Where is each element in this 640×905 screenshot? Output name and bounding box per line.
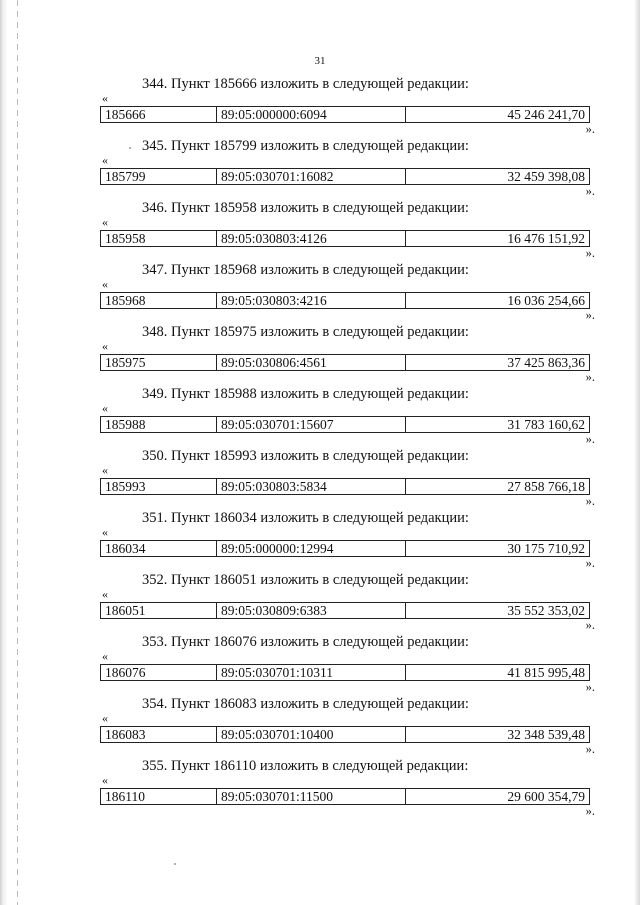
amendment-entry [0, 260, 640, 322]
closing-quote: ». [585, 556, 595, 570]
cadastral-number-cell: 89:05:000000:6094 [217, 107, 406, 122]
cadastral-number-cell: 89:05:030701:16082 [217, 169, 406, 184]
amendment-entry [0, 756, 640, 818]
cadastral-value-cell: 35 552 353,02 [507, 603, 585, 618]
cadastral-number-cell: 89:05:030803:4216 [217, 293, 406, 308]
opening-quote: « [102, 401, 108, 415]
opening-quote: « [102, 277, 108, 291]
entry-heading: 351. Пункт 186034 изложить в следующей редакции: [142, 510, 469, 526]
entry-heading: 355. Пункт 186110 изложить в следующей редакции: [142, 758, 469, 774]
entry-heading: 344. Пункт 185666 изложить в следующей редакции: [142, 76, 469, 92]
item-number-cell: 186051 [101, 603, 217, 618]
closing-quote: ». [585, 184, 595, 198]
closing-quote: ». [585, 370, 595, 384]
opening-quote: « [102, 463, 108, 477]
amendment-entry [0, 384, 640, 446]
table-row [100, 292, 590, 309]
cadastral-value-cell: 32 348 539,48 [507, 727, 585, 742]
cadastral-number-cell: 89:05:030701:11500 [217, 789, 406, 804]
opening-quote: « [102, 91, 108, 105]
opening-quote: « [102, 153, 108, 167]
cadastral-number-cell: 89:05:030803:4126 [217, 231, 406, 246]
cadastral-value-cell: 16 476 151,92 [507, 231, 585, 246]
amendment-entry [0, 136, 640, 198]
cadastral-number-cell: 89:05:030701:10311 [217, 665, 406, 680]
cadastral-number-cell: 89:05:000000:12994 [217, 541, 406, 556]
entry-heading: 353. Пункт 186076 изложить в следующей редакции: [142, 634, 469, 650]
item-number-cell: 186034 [101, 541, 217, 556]
scan-speck [174, 863, 176, 865]
table-row [100, 168, 590, 185]
item-number-cell: 185666 [101, 107, 217, 122]
opening-quote: « [102, 215, 108, 229]
item-number-cell: 185975 [101, 355, 217, 370]
cadastral-value-cell: 45 246 241,70 [507, 107, 585, 122]
table-row [100, 540, 590, 557]
item-number-cell: 186076 [101, 665, 217, 680]
table-row [100, 726, 590, 743]
cadastral-number-cell: 89:05:030803:5834 [217, 479, 406, 494]
amendment-entry [0, 322, 640, 384]
item-number-cell: 186083 [101, 727, 217, 742]
closing-quote: ». [585, 804, 595, 818]
cadastral-value-cell: 16 036 254,66 [507, 293, 585, 308]
cadastral-value-cell: 29 600 354,79 [507, 789, 585, 804]
item-number-cell: 185799 [101, 169, 217, 184]
table-row [100, 788, 590, 805]
cadastral-value-cell: 27 858 766,18 [507, 479, 585, 494]
closing-quote: ». [585, 122, 595, 136]
scan-speck [129, 147, 131, 149]
cadastral-value-cell: 41 815 995,48 [507, 665, 585, 680]
item-number-cell: 185968 [101, 293, 217, 308]
closing-quote: ». [585, 494, 595, 508]
closing-quote: ». [585, 742, 595, 756]
entry-heading: 346. Пункт 185958 изложить в следующей редакции: [142, 200, 469, 216]
amendment-list [0, 74, 640, 818]
closing-quote: ». [585, 618, 595, 632]
amendment-entry [0, 632, 640, 694]
item-number-cell: 186110 [101, 789, 217, 804]
item-number-cell: 185958 [101, 231, 217, 246]
page-number: 31 [314, 55, 326, 67]
table-row [100, 230, 590, 247]
closing-quote: ». [585, 680, 595, 694]
cadastral-value-cell: 31 783 160,62 [507, 417, 585, 432]
entry-heading: 350. Пункт 185993 изложить в следующей редакции: [142, 448, 469, 464]
table-row [100, 416, 590, 433]
cadastral-number-cell: 89:05:030806:4561 [217, 355, 406, 370]
opening-quote: « [102, 525, 108, 539]
opening-quote: « [102, 649, 108, 663]
amendment-entry [0, 570, 640, 632]
amendment-entry [0, 508, 640, 570]
entry-heading: 349. Пункт 185988 изложить в следующей редакции: [142, 386, 469, 402]
entry-heading: 348. Пункт 185975 изложить в следующей редакции: [142, 324, 469, 340]
closing-quote: ». [585, 246, 595, 260]
entry-heading: 354. Пункт 186083 изложить в следующей редакции: [142, 696, 469, 712]
entry-heading: 352. Пункт 186051 изложить в следующей редакции: [142, 572, 469, 588]
item-number-cell: 185988 [101, 417, 217, 432]
closing-quote: ». [585, 308, 595, 322]
cadastral-value-cell: 30 175 710,92 [507, 541, 585, 556]
opening-quote: « [102, 711, 108, 725]
closing-quote: ». [585, 432, 595, 446]
entry-heading: 345. Пункт 185799 изложить в следующей редакции: [142, 138, 469, 154]
table-row [100, 664, 590, 681]
table-row [100, 602, 590, 619]
table-row [100, 106, 590, 123]
cadastral-number-cell: 89:05:030701:10400 [217, 727, 406, 742]
amendment-entry [0, 446, 640, 508]
amendment-entry [0, 694, 640, 756]
amendment-entry [0, 198, 640, 260]
entry-heading: 347. Пункт 185968 изложить в следующей редакции: [142, 262, 469, 278]
cadastral-value-cell: 32 459 398,08 [507, 169, 585, 184]
opening-quote: « [102, 339, 108, 353]
table-row [100, 478, 590, 495]
cadastral-value-cell: 37 425 863,36 [507, 355, 585, 370]
cadastral-number-cell: 89:05:030701:15607 [217, 417, 406, 432]
table-row [100, 354, 590, 371]
opening-quote: « [102, 587, 108, 601]
cadastral-number-cell: 89:05:030809:6383 [217, 603, 406, 618]
opening-quote: « [102, 773, 108, 787]
amendment-entry [0, 74, 640, 136]
item-number-cell: 185993 [101, 479, 217, 494]
